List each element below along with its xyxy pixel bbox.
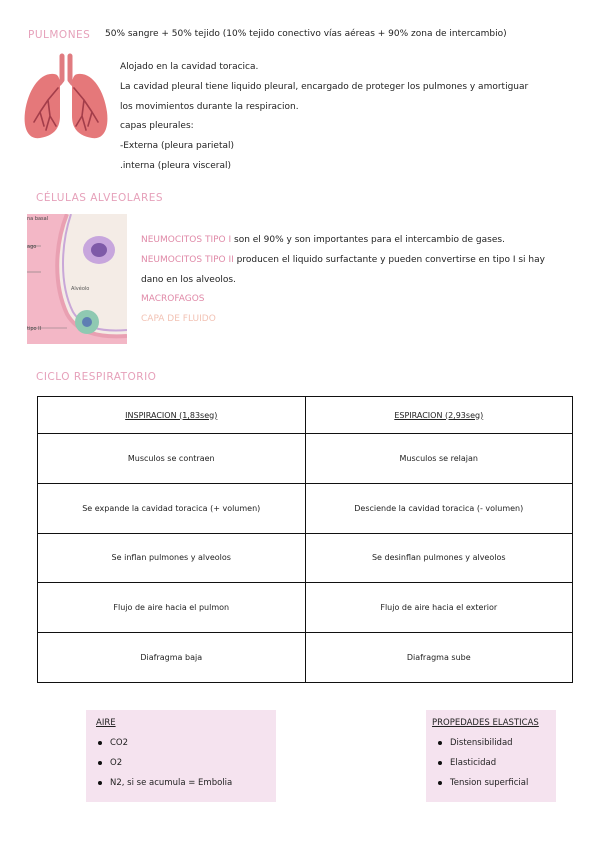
alveolus-illustration: [27, 214, 127, 344]
table-cell: Desciende la cavidad toracica (- volumen): [305, 483, 573, 533]
table-cell: Flujo de aire hacia el exterior: [305, 583, 573, 633]
type2-term: NEUMOCITOS TIPO II: [141, 254, 234, 265]
list-item: [438, 755, 528, 775]
lungs-note-line: -Externa (pleura parietal): [120, 141, 235, 152]
table-cell: Flujo de aire hacia el pulmon: [38, 583, 306, 633]
list-item: [438, 775, 528, 795]
bullet-icon: [98, 741, 102, 745]
type1-line: [141, 233, 545, 253]
table-row: [38, 483, 573, 533]
lungs-note-line: capas pleurales:: [120, 121, 194, 132]
table-cell: Se desinflan pulmones y alveolos: [305, 533, 573, 583]
cycle-heading: CICLO RESPIRATORIO: [36, 371, 157, 383]
lungs-note-line: los movimientos durante la respiracion.: [120, 101, 299, 112]
type2-continued: dano en los alveolos.: [141, 274, 236, 285]
table-row: [38, 434, 573, 484]
table-cell: Musculos se relajan: [305, 434, 573, 484]
label-fago: ago: [27, 244, 37, 250]
type2-text: producen el liquido surfactante y pueden convertirse en tipo I si hay: [233, 254, 545, 265]
list-item-label: O2: [110, 758, 123, 768]
type2-line: [141, 253, 545, 273]
air-list: [98, 735, 232, 795]
macrophages-term: MACROFAGOS: [141, 294, 205, 305]
label-type2: tipo II: [27, 326, 42, 332]
label-alveolo: Alvéolo: [71, 286, 90, 292]
list-item: [98, 775, 232, 795]
table-row: [38, 583, 573, 633]
alveolus-drawing: [27, 214, 127, 344]
lungs-note-line: .interna (pleura visceral): [120, 160, 232, 171]
table-cell: Se expande la cavidad toracica (+ volumen): [38, 483, 306, 533]
expiration-header-label: ESPIRACION (2,93seg): [394, 410, 484, 420]
label-basal: na basal: [27, 216, 49, 222]
air-note-box: [86, 710, 276, 802]
type1-term: NEUMOCITOS TIPO I: [141, 235, 232, 245]
table-row: [38, 533, 573, 583]
lungs-note-line: La cavidad pleural tiene liquido pleural, encargado de proteger los pulmones y amortiguar: [120, 81, 529, 92]
table-cell: Diafragma baja: [38, 633, 306, 683]
inspiration-header-label: INSPIRACION (1,83seg): [125, 410, 218, 420]
table-header-row: [38, 397, 573, 434]
respiratory-cycle-table: [37, 396, 573, 683]
list-item: [98, 755, 232, 775]
alveolar-heading: CÉLULAS ALVEOLARES: [36, 192, 164, 204]
elastic-note-box: [426, 710, 556, 802]
table-cell: Diafragma sube: [305, 633, 573, 683]
bullet-icon: [98, 761, 102, 765]
inspiration-header: [38, 397, 306, 434]
lungs-notes: [120, 60, 528, 179]
elastic-title: PROPEDADES ELASTICAS: [432, 718, 539, 728]
air-title: AIRE: [96, 718, 116, 728]
expiration-header: [305, 397, 573, 434]
lungs-icon: [18, 50, 114, 146]
bullet-icon: [98, 781, 102, 785]
list-item-label: CO2: [110, 738, 129, 748]
table-cell: Musculos se contraen: [38, 434, 306, 484]
bullet-icon: [438, 781, 442, 785]
alveolar-notes: [141, 233, 545, 332]
list-item-label: Distensibilidad: [450, 738, 513, 748]
list-item: [98, 735, 232, 755]
list-item: [438, 735, 528, 755]
lungs-heading: PULMONES: [28, 29, 91, 41]
elastic-list: [438, 735, 528, 795]
list-item-label: Tension superficial: [450, 778, 529, 788]
table-row: [38, 633, 573, 683]
bullet-icon: [438, 761, 442, 765]
fluid-layer-term: CAPA DE FLUIDO: [141, 314, 216, 325]
lungs-composition: 50% sangre + 50% tejido (10% tejido conectivo vías aéreas + 90% zona de intercambio): [105, 29, 507, 39]
table-cell: Se inflan pulmones y alveolos: [38, 533, 306, 583]
bullet-icon: [438, 741, 442, 745]
list-item-label: N2, si se acumula = Embolia: [110, 778, 233, 788]
list-item-label: Elasticidad: [450, 758, 497, 768]
lungs-note-line: Alojado en la cavidad toracica.: [120, 62, 259, 72]
type1-text: son el 90% y son importantes para el intercambio de gases.: [231, 235, 505, 245]
